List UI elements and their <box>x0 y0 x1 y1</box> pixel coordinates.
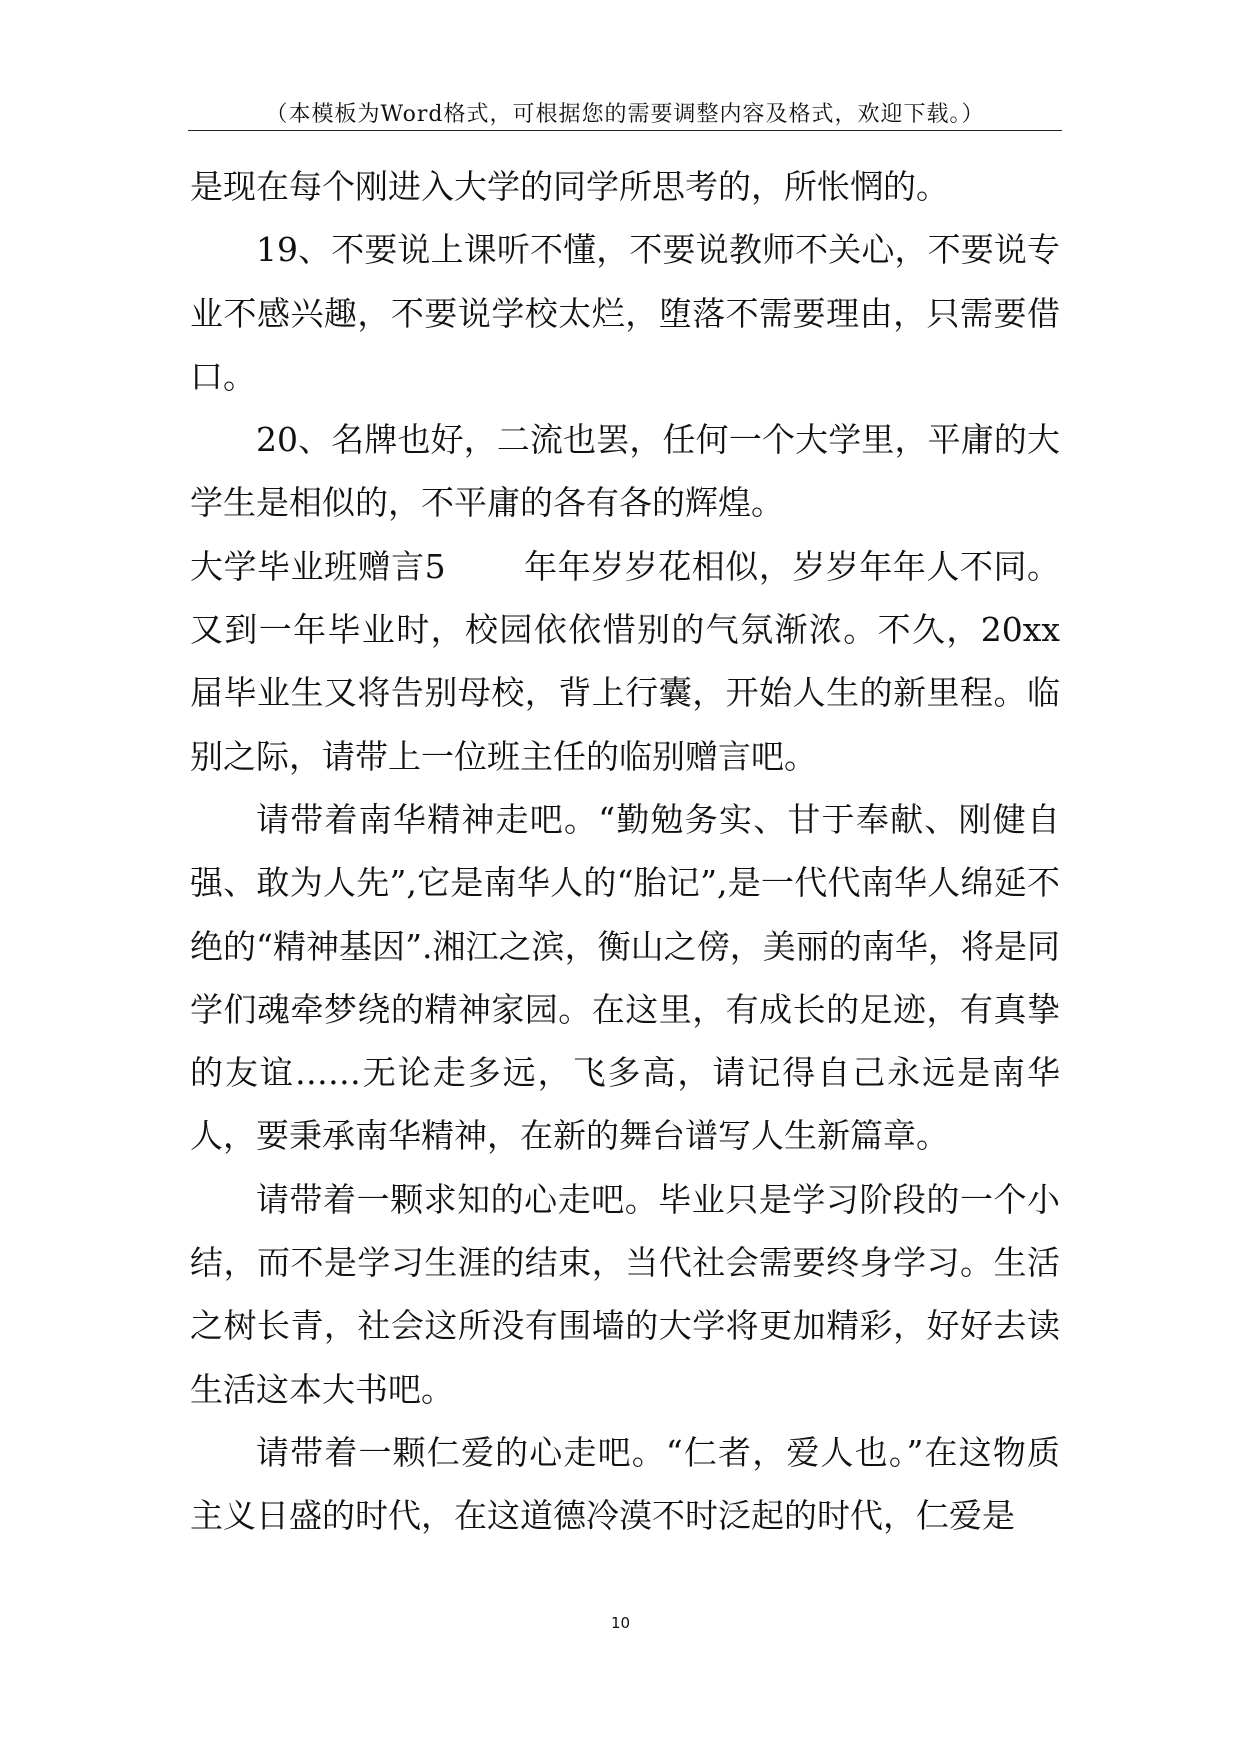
header-divider <box>188 130 1062 131</box>
paragraph-continuation: 是现在每个刚进入大学的同学所思考的，所怅惘的。 <box>190 167 949 206</box>
paragraph-19: 19、不要说上课听不懂，不要说教师不关心，不要说专业不感兴趣，不要说学校太烂，堕落不需要理由，只需要借口。 <box>190 230 1060 396</box>
section-title: 大学毕业班赠言5 <box>190 546 446 586</box>
document-body <box>190 155 1060 1548</box>
paragraph-love: 请带着一颗仁爱的心走吧。“仁者，爱人也。”在这物质主义日盛的时代，在这道德冷漠不时泛起的时代，仁爱是 <box>190 1432 1060 1536</box>
paragraph-knowledge: 请带着一颗求知的心走吧。毕业只是学习阶段的一个小结，而不是学习生涯的结束，当代社会需要终身学习。生活之树长青，社会这所没有围墙的大学将更加精彩，好好去读生活这本大书吧。 <box>190 1179 1060 1409</box>
header-note: （本模板为Word格式，可根据您的需要调整内容及格式，欢迎下载。） <box>265 102 985 127</box>
section-paragraph <box>190 535 1060 788</box>
paragraph-spirit: 请带着南华精神走吧。“勤勉务实、甘于奉献、刚健自强、敢为人先”,它是南华人的“胎记”,是一代代南华人绵延不绝的“精神基因”.湘江之滨，衡山之傍，美丽的南华，将是同学们魂牵梦绕的精神家园。在这里，有成长的足迹，有真挚的友谊……无论走多远，飞多高，请记得自己永远是南华人，要秉承南华精神，在新的舞台谱写人生新篇章。 <box>190 799 1060 1156</box>
page-number: 10 <box>610 1614 631 1632</box>
section-intro: 年年岁岁花相似，岁岁年年人不同。又到一年毕业时，校园依依惜别的气氛渐浓。不久，20xx届毕业生又将告别母校，背上行囊，开始人生的新里程。临别之际，请带上一位班主任的临别赠言吧。 <box>190 546 1061 776</box>
paragraph-20: 20、名牌也好，二流也罢，任何一个大学里，平庸的大学生是相似的，不平庸的各有各的辉煌。 <box>190 420 1060 523</box>
